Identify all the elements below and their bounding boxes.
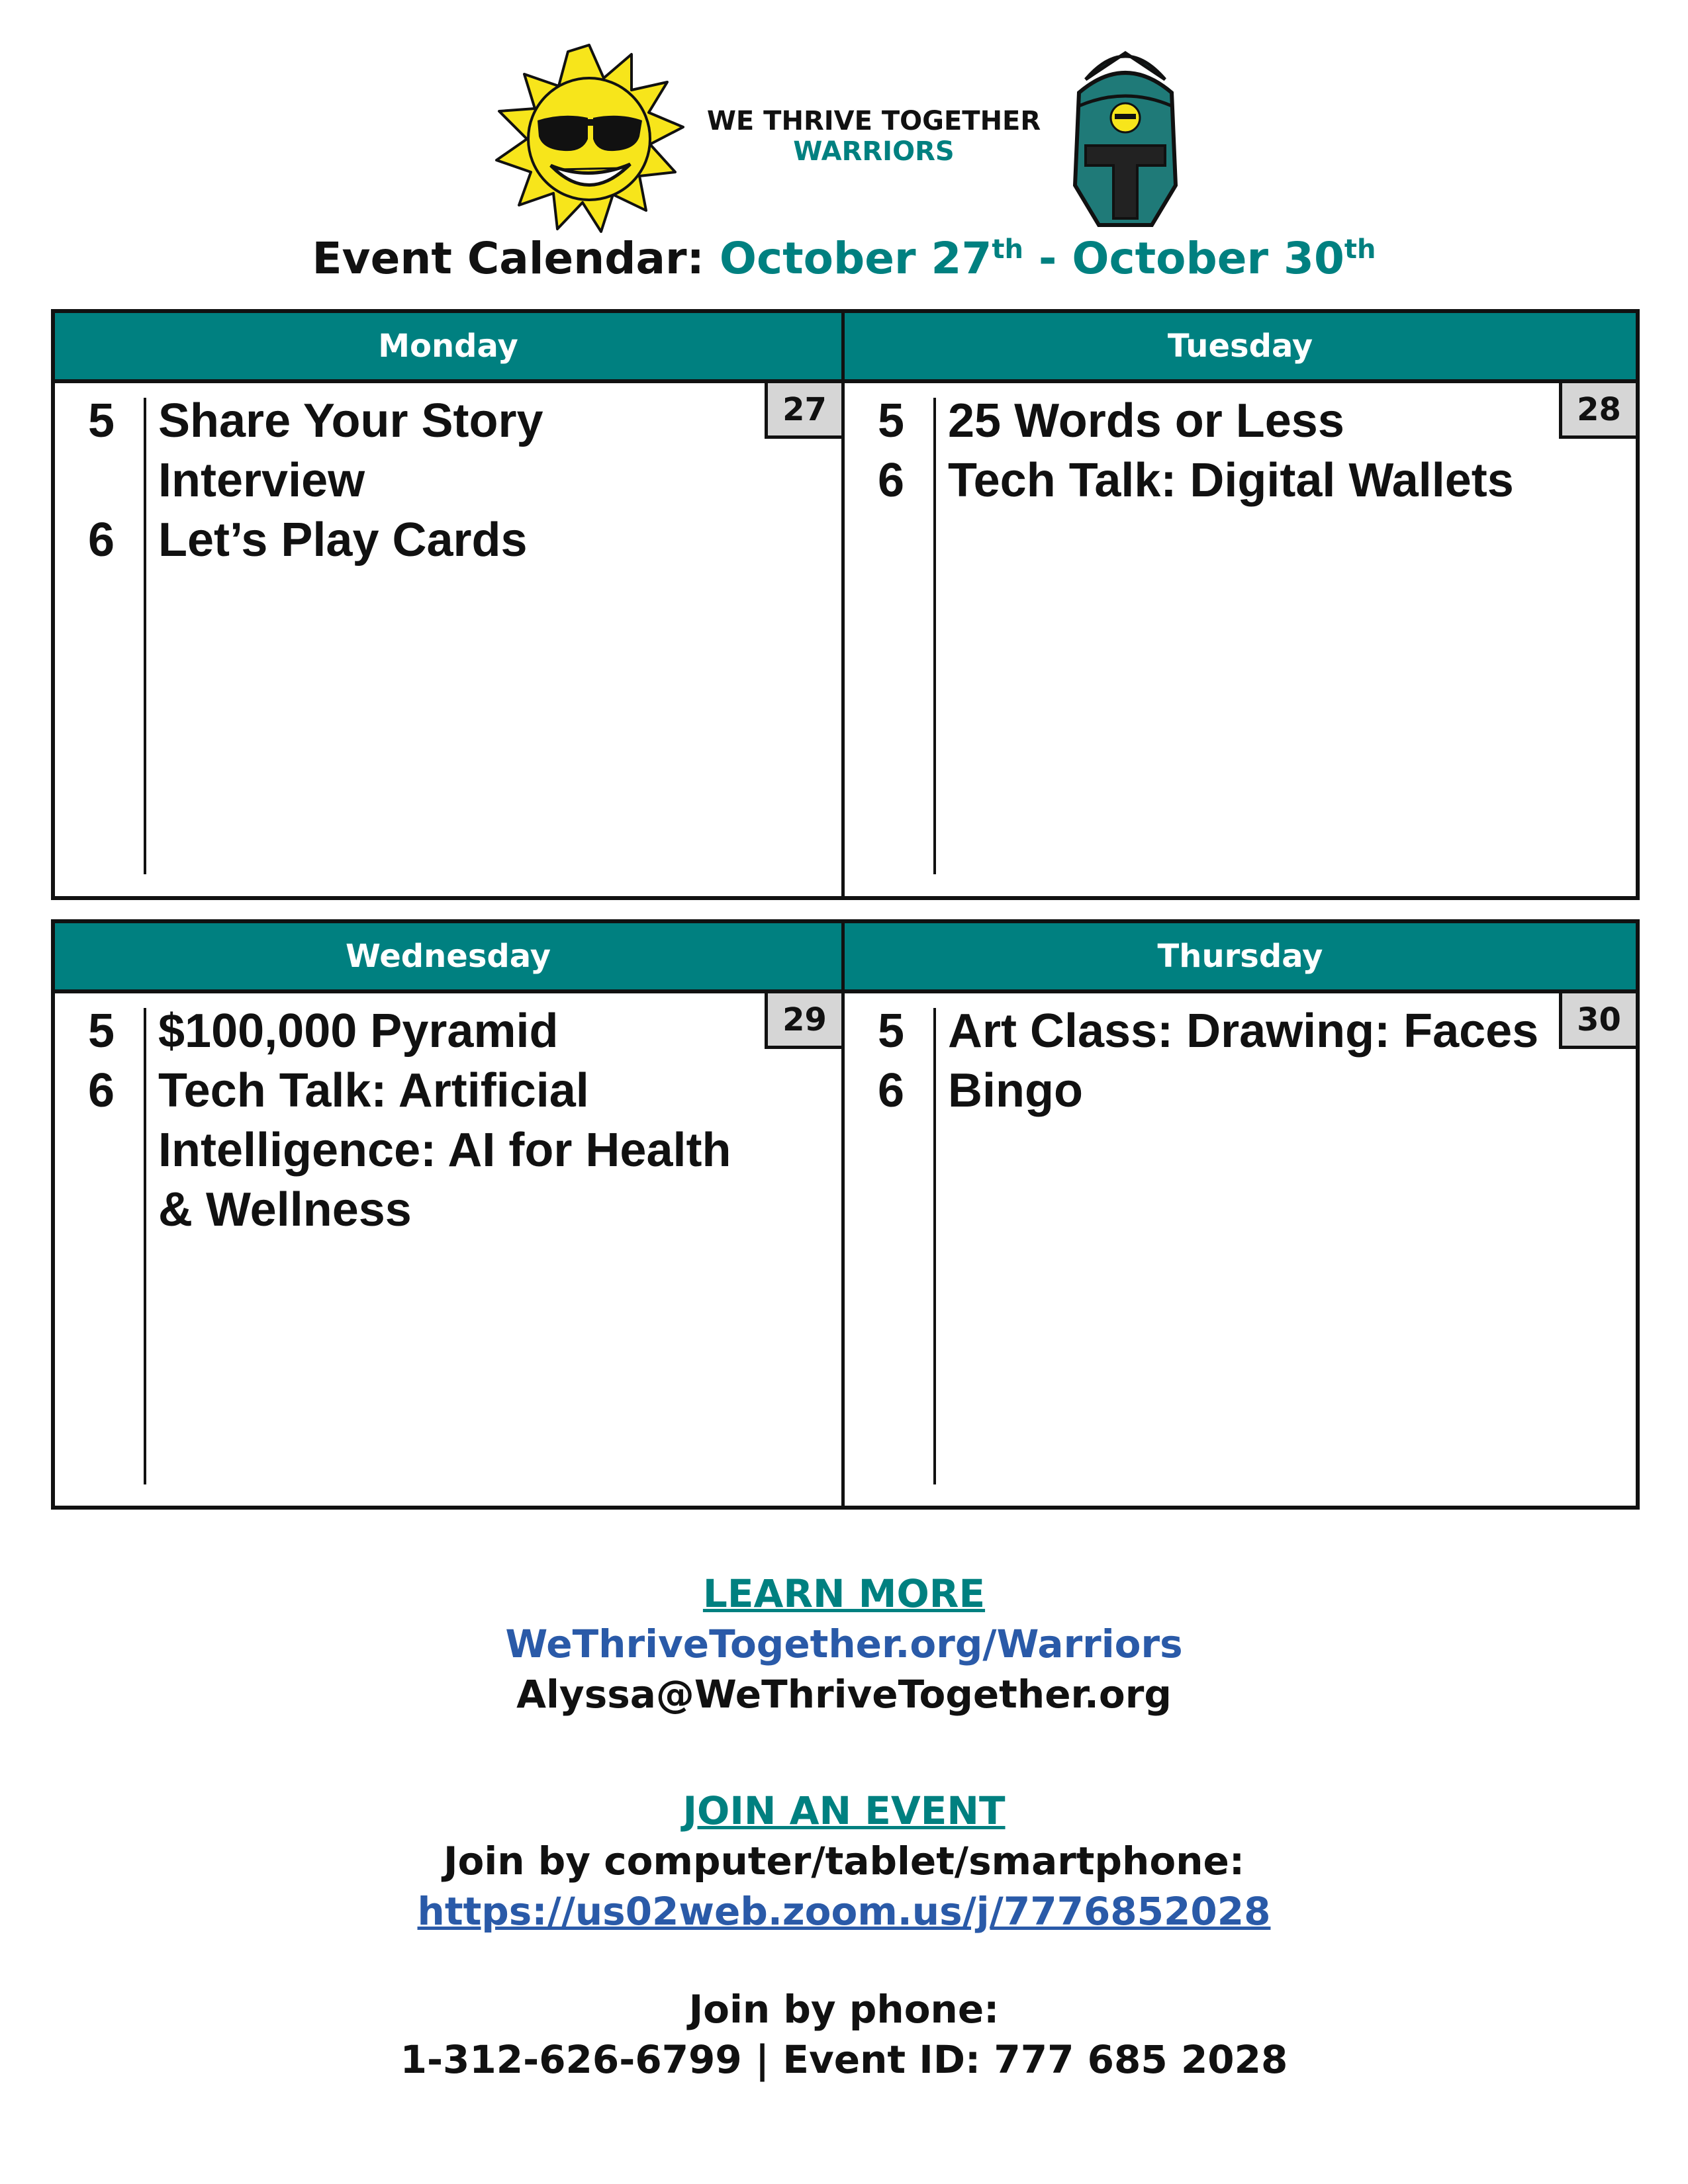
zoom-link[interactable]: https://us02web.zoom.us/j/7776852028 [417, 1889, 1271, 1934]
event-title: Art Class: Drawing: Faces [948, 1005, 1539, 1058]
day-monday [55, 313, 845, 896]
event-time: 6 [87, 514, 115, 567]
event-time: 6 [877, 1064, 904, 1117]
title-end: October 30 [1072, 233, 1344, 284]
event-time: 5 [87, 1005, 115, 1058]
learn-more-heading: LEARN MORE [702, 1571, 986, 1616]
day-date-badge: 28 [1559, 383, 1636, 439]
day-tuesday [845, 313, 1636, 896]
join-event-heading: JOIN AN EVENT [682, 1788, 1006, 1833]
event-list [845, 1001, 1550, 1120]
event-title: Tech Talk: Digital Wallets [948, 454, 1514, 507]
join-phone-label: Join by phone: [688, 1987, 1000, 2032]
event-time: 5 [87, 394, 115, 447]
event-item [55, 391, 755, 510]
sun-mascot-logo [490, 40, 688, 238]
title-start: October 27 [719, 233, 992, 284]
event-list [55, 391, 755, 570]
event-item [55, 1001, 755, 1061]
event-item [845, 1061, 1550, 1120]
day-thursday [845, 923, 1636, 1506]
title-sep: - [1023, 233, 1072, 284]
week-row-1 [51, 309, 1640, 900]
helmet-logo [1059, 40, 1192, 232]
event-item [55, 510, 755, 570]
title-end-sup: th [1344, 234, 1376, 265]
day-header: Thursday [845, 923, 1636, 993]
footer-info [0, 1569, 1688, 2085]
event-item [845, 451, 1550, 510]
day-date-badge: 30 [1559, 993, 1636, 1049]
day-date-badge: 27 [765, 383, 841, 439]
event-time: 6 [87, 1064, 115, 1117]
contact-email: Alyssa@WeThriveTogether.org [516, 1672, 1172, 1717]
title-date-range [720, 233, 1376, 284]
brand-name: WE THRIVE TOGETHER [706, 106, 1041, 136]
event-title: $100,000 Pyramid [158, 1005, 559, 1058]
event-title: Share Your Story Interview [158, 394, 543, 507]
day-header: Wednesday [55, 923, 841, 993]
phone-details: 1-312-626-6799 | Event ID: 777 685 2028 [400, 2037, 1288, 2082]
event-title: 25 Words or Less [948, 394, 1344, 447]
event-list [845, 391, 1550, 510]
join-computer-label: Join by computer/tablet/smartphone: [443, 1839, 1245, 1884]
event-item [845, 391, 1550, 451]
day-wednesday [55, 923, 845, 1506]
title-prefix: Event Calendar: [312, 233, 704, 284]
event-time: 5 [877, 1005, 904, 1058]
website-link[interactable]: WeThriveTogether.org/Warriors [505, 1621, 1183, 1666]
event-item [845, 1001, 1550, 1061]
week-row-2 [51, 919, 1640, 1510]
event-item [55, 1061, 755, 1240]
event-title: Let’s Play Cards [158, 514, 528, 567]
event-title: Bingo [948, 1064, 1083, 1117]
event-time: 5 [877, 394, 904, 447]
day-date-badge: 29 [765, 993, 841, 1049]
event-time: 6 [877, 454, 904, 507]
day-header: Tuesday [845, 313, 1636, 383]
day-header: Monday [55, 313, 841, 383]
event-title: Tech Talk: Artificial Intelligence: AI for Health & Wellness [158, 1064, 731, 1236]
title-start-sup: th [992, 234, 1024, 265]
brand-subname: WARRIORS [793, 136, 955, 167]
page-title [0, 233, 1688, 284]
event-list [55, 1001, 755, 1240]
